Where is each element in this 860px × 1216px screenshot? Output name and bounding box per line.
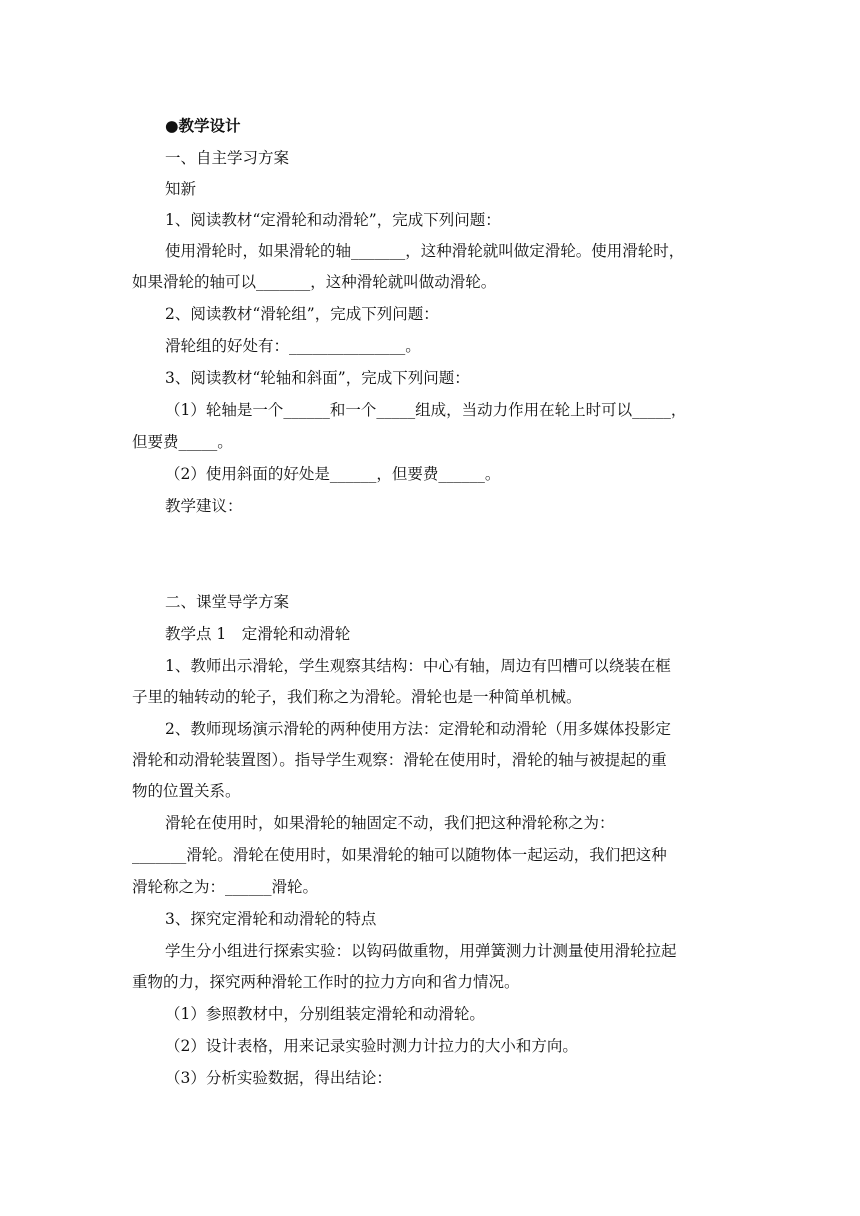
teaching-advice: 教学建议： [165,497,243,515]
paragraph3-line1: 滑轮在使用时，如果滑轮的轴固定不动，我们把这种滑轮称之为： [165,814,615,832]
question1-title: 1、阅读教材“定滑轮和动滑轮”，完成下列问题： [165,211,501,229]
paragraph2-line3: 物的位置关系。 [132,782,241,800]
paragraph1-line1: 1、教师出示滑轮，学生观察其结构：中心有轴，周边有凹槽可以绕装在框 [165,657,671,675]
experiment-step1: （1）参照教材中，分别组装定滑轮和动滑轮。 [165,1005,485,1023]
paragraph2-line2: 滑轮和动滑轮装置图）。指导学生观察：滑轮在使用时，滑轮的轴与被提起的重 [132,751,667,769]
paragraph4-line1: 学生分小组进行探索实验：以钩码做重物，用弹簧测力计测量使用滑轮拉起 [165,942,677,960]
question2-title: 2、阅读教材“滑轮组”，完成下列问题： [165,305,439,323]
paragraph4-line2: 重物的力，探究两种滑轮工作时的拉力方向和省力情况。 [132,973,520,991]
section1-subtitle: 知新 [165,180,197,198]
paragraph3-line2: _______滑轮。滑轮在使用时，如果滑轮的轴可以随物体一起运动，我们把这种 [132,846,667,864]
question1-line2: 如果滑轮的轴可以_______，这种滑轮就叫做动滑轮。 [132,273,497,291]
question1-line1: 使用滑轮时，如果滑轮的轴_______，这种滑轮就叫做定滑轮。使用滑轮时， [165,242,685,260]
question3-item1-line1: （1）轮轴是一个______和一个_____组成，当动力作用在轮上时可以_____， [165,401,687,419]
experiment-step2: （2）设计表格，用来记录实验时测力计拉力的大小和方向。 [165,1037,578,1055]
paragraph3-line3: 滑轮称之为：______滑轮。 [132,878,319,896]
section1-title: 一、自主学习方案 [165,149,290,167]
question3-item1-line2: 但要费_____。 [132,433,233,451]
paragraph2-line1: 2、教师现场演示滑轮的两种使用方法：定滑轮和动滑轮（用多媒体投影定 [165,720,671,738]
question3-title: 3、阅读教材“轮轴和斜面”，完成下列问题： [165,369,470,387]
paragraph1-line2: 子里的轴转动的轮子，我们称之为滑轮。滑轮也是一种简单机械。 [132,688,582,706]
section2-title: 二、课堂导学方案 [165,593,290,611]
experiment-step3: （3）分析实验数据，得出结论： [165,1069,392,1087]
teaching-point-title: 教学点 1 定滑轮和动滑轮 [165,625,351,643]
section-heading: ●教学设计 [165,117,241,135]
question2-line1: 滑轮组的好处有：_______________。 [165,337,421,355]
paragraph4-title: 3、探究定滑轮和动滑轮的特点 [165,910,377,928]
question3-item2: （2）使用斜面的好处是______，但要费______。 [165,465,501,483]
